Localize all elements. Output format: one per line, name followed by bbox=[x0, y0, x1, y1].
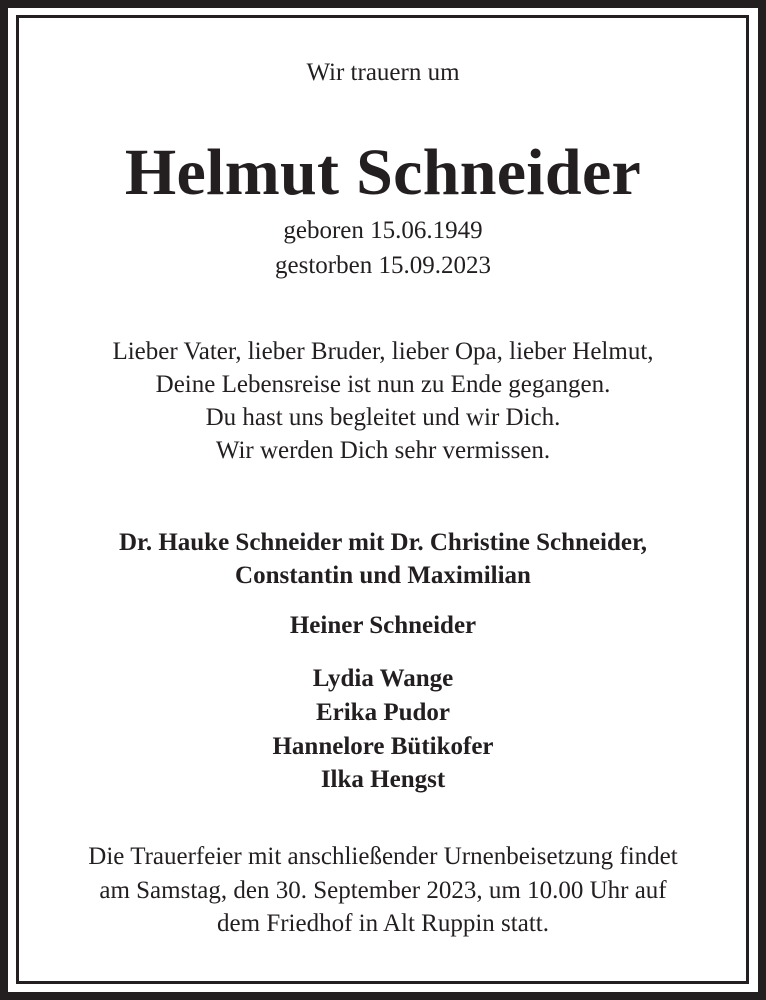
mourner-line: Constantin und Maximilian bbox=[235, 562, 531, 589]
mourner-line: Erika Pudor bbox=[315, 699, 451, 726]
verse-line: Wir werden Dich sehr vermissen. bbox=[215, 437, 551, 464]
mourner-line: Lydia Wange bbox=[312, 665, 454, 692]
mourner-line: Heiner Schneider bbox=[289, 612, 477, 639]
funeral-info-line: am Samstag, den 30. September 2023, um 10.00 Uhr auf bbox=[99, 877, 667, 904]
verse-line: Lieber Vater, lieber Bruder, lieber Opa, lieber Helmut, bbox=[112, 338, 654, 365]
intro-text: Wir trauern um bbox=[306, 59, 460, 86]
verse-line: Du hast uns begleitet und wir Dich. bbox=[205, 404, 561, 431]
mourner-line: Dr. Hauke Schneider mit Dr. Christine Schneider, bbox=[118, 529, 648, 556]
funeral-info-line: Die Trauerfeier mit anschließender Urnenbeisetzung findet bbox=[88, 843, 678, 870]
deceased-name: Helmut Schneider bbox=[124, 136, 642, 209]
death-date: gestorben 15.09.2023 bbox=[275, 252, 491, 279]
mourner-line: Hannelore Bütikofer bbox=[272, 733, 494, 760]
verse-line: Deine Lebensreise ist nun zu Ende gegangen. bbox=[155, 371, 611, 398]
funeral-info-line: dem Friedhof in Alt Ruppin statt. bbox=[217, 910, 549, 937]
birth-date: geboren 15.06.1949 bbox=[283, 217, 483, 244]
mourner-line: Ilka Hengst bbox=[320, 766, 446, 793]
